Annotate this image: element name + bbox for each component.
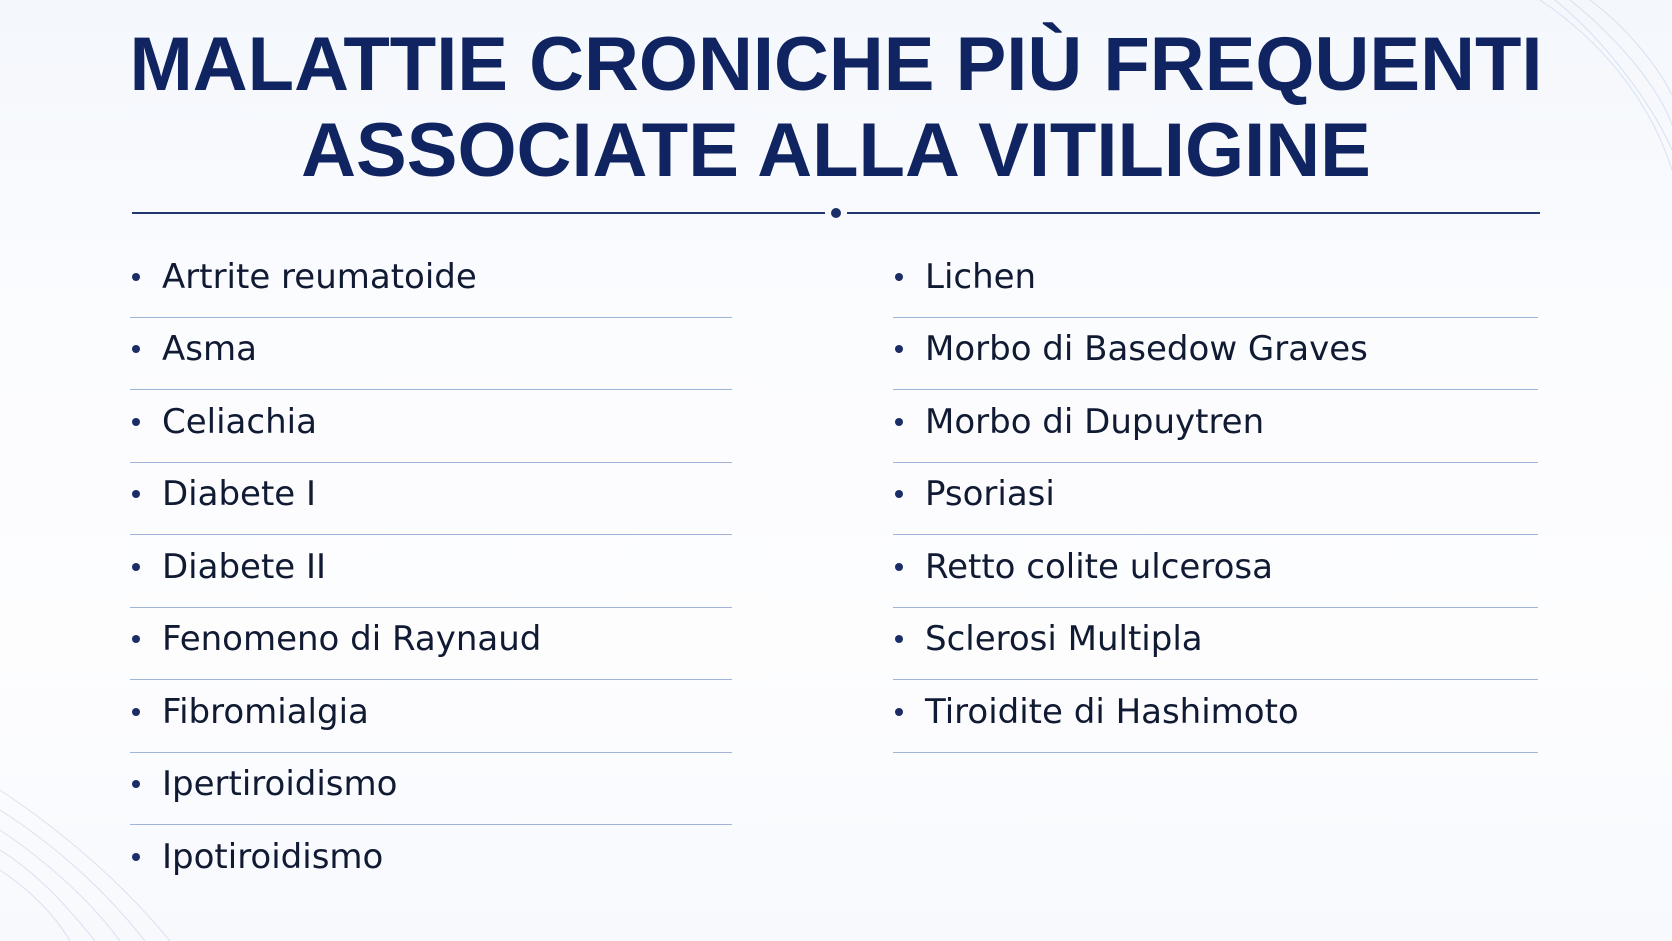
bullet-icon	[895, 418, 903, 426]
title-line-1: MALATTIE CRONICHE PIÙ FREQUENTI	[129, 22, 1543, 107]
list-item-label: Tiroidite di Hashimoto	[925, 691, 1299, 732]
list-item-label: Diabete II	[162, 546, 327, 587]
list-item-label: Psoriasi	[925, 474, 1055, 515]
bullet-icon	[132, 490, 140, 498]
bullet-icon	[132, 708, 140, 716]
list-item	[130, 680, 732, 753]
bullet-icon	[132, 563, 140, 571]
title-line-2: ASSOCIATE ALLA VITILIGINE	[301, 108, 1371, 193]
list-item	[893, 680, 1538, 753]
bullet-icon	[132, 273, 140, 281]
list-item	[893, 390, 1538, 463]
list-item-label: Artrite reumatoide	[162, 256, 477, 297]
list-item-label: Lichen	[925, 256, 1037, 297]
list-item-label: Celiachia	[162, 401, 317, 442]
bullet-icon	[132, 780, 140, 788]
list-item	[130, 318, 732, 391]
list-item-label: Fibromialgia	[162, 691, 369, 732]
list-item	[893, 608, 1538, 681]
page-title	[0, 22, 1672, 194]
list-item	[130, 535, 732, 608]
bullet-icon	[132, 345, 140, 353]
list-item-label: Retto colite ulcerosa	[925, 546, 1273, 587]
list-item	[130, 390, 732, 463]
bullet-icon	[895, 490, 903, 498]
bullet-icon	[132, 635, 140, 643]
list-item-label: Ipertiroidismo	[162, 764, 398, 805]
bullet-icon	[132, 853, 140, 861]
bullet-icon	[895, 635, 903, 643]
list-item-label: Asma	[162, 329, 257, 370]
bullet-icon	[895, 708, 903, 716]
divider-dot	[831, 208, 841, 218]
divider-line-left	[132, 212, 825, 214]
list-item-label: Morbo di Dupuytren	[925, 401, 1265, 442]
bullet-icon	[895, 563, 903, 571]
bullet-icon	[895, 345, 903, 353]
list-item	[130, 825, 732, 898]
list-item-label: Fenomeno di Raynaud	[162, 619, 542, 660]
list-item-label: Ipotiroidismo	[162, 837, 384, 878]
list-item	[893, 245, 1538, 318]
list-item	[893, 318, 1538, 391]
list-item	[893, 535, 1538, 608]
list-item	[893, 463, 1538, 536]
disease-list-right	[893, 245, 1538, 753]
list-item-label: Morbo di Basedow Graves	[925, 329, 1368, 370]
disease-list-left	[130, 245, 732, 898]
title-divider	[132, 212, 1540, 214]
bullet-icon	[895, 273, 903, 281]
list-item	[130, 463, 732, 536]
divider-line-right	[847, 212, 1540, 214]
list-item	[130, 608, 732, 681]
list-item	[130, 753, 732, 826]
bullet-icon	[132, 418, 140, 426]
list-item	[130, 245, 732, 318]
list-item-label: Diabete I	[162, 474, 317, 515]
list-item-label: Sclerosi Multipla	[925, 619, 1203, 660]
